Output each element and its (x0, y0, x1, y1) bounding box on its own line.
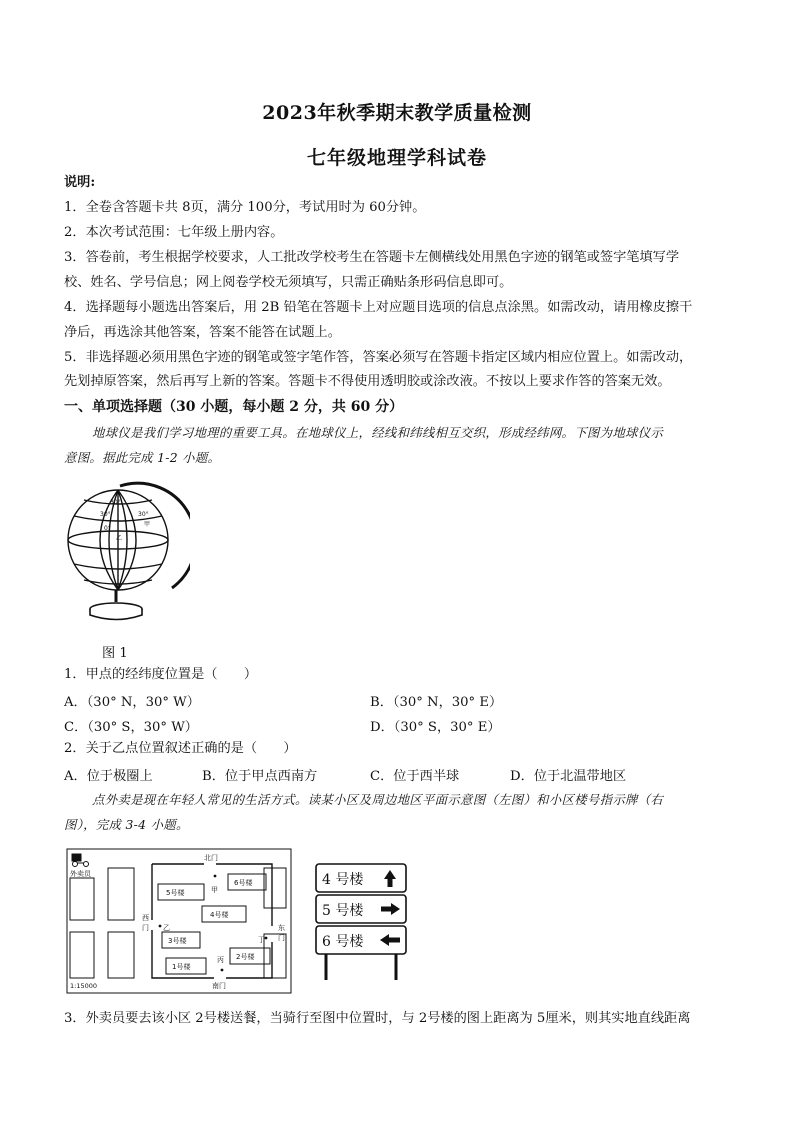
building-signpost (312, 860, 412, 982)
note-3b: 校、姓名、学号信息；网上阅卷学校无须填写，只需正确贴条形码信息即可。 (64, 275, 513, 290)
label-building-5: 5号楼 (166, 889, 185, 897)
map-east-gate-2: 门 (278, 934, 285, 942)
q2-option-b[interactable]: B．位于甲点西南方 (202, 769, 318, 784)
note-1: 1．全卷含答题卡共 8页，满分 100分，考试用时为 60分钟。 (64, 200, 426, 215)
globe-meridian-ring (120, 483, 190, 588)
q2-stem: 2．关于乙点位置叙述正确的是（ ） (64, 741, 297, 756)
globe-point-jia: 甲 (144, 521, 151, 528)
intro34-b: 图），完成 3-4 小题。 (64, 817, 189, 832)
label-building-1: 1号楼 (172, 963, 191, 971)
label-building-2: 2号楼 (236, 953, 255, 961)
label-point-bing: 丙 (217, 956, 224, 964)
intro34-a: 点外卖是现在年轻人常见的生活方式。读某小区及周边地区平面示意图（左图）和小区楼号指示牌（右 (92, 792, 664, 807)
q1-option-c[interactable]: C．（30° S，30° W） (64, 720, 198, 735)
map-courier-label: 外卖员 (70, 870, 91, 878)
section-intro-b: 意图。据此完成 1-2 小题。 (64, 450, 221, 465)
globe-label-lon: 30° (138, 511, 149, 518)
courier-icon (72, 854, 89, 867)
label-point-yi: 乙 (163, 924, 170, 932)
globe-label-equator: 0° (104, 525, 111, 532)
exam-title: 2023年秋季期末教学质量检测 (262, 102, 532, 124)
exam-subtitle: 七年级地理学科试卷 (306, 147, 487, 169)
q2-option-a[interactable]: A．位于极圈上 (64, 769, 153, 784)
point-ding-dot (265, 937, 268, 940)
label-building-3: 3号楼 (168, 937, 187, 945)
sign-label-4: 4 号楼 (322, 872, 364, 888)
note-4b: 净后，再选涂其他答案，答案不能答在试题上。 (64, 325, 341, 340)
map-north-gate: 北门 (204, 854, 218, 862)
note-3a: 3．答卷前，考生根据学校要求，人工批改学校考生在答题卡左侧横线处用黑色字迹的钢笔或签字笔填写学 (64, 250, 680, 265)
point-yi-dot (159, 925, 162, 928)
note-2: 2．本次考试范围：七年级上册内容。 (64, 225, 284, 240)
q1-option-b[interactable]: B．（30° N，30° E） (370, 695, 503, 710)
label-building-6: 6号楼 (234, 879, 253, 887)
label-building-4: 4号楼 (210, 911, 229, 919)
note-5a: 5．非选择题必须用黑色字迹的钢笔或签字笔作答，答案必须写在答题卡指定区域内相应位置上。如需改动， (64, 350, 693, 365)
map-east-gate-1: 东 (278, 924, 285, 932)
sign-label-5: 5 号楼 (322, 903, 364, 919)
map-west-gate-2: 门 (142, 924, 149, 932)
map-frame (67, 849, 291, 993)
globe-figure (60, 478, 190, 626)
globe-label-lat-2: 30° (100, 511, 111, 518)
q1-option-a[interactable]: A．（30° N，30° W） (64, 695, 200, 710)
q2-option-d[interactable]: D．位于北温带地区 (510, 769, 627, 784)
note-4a: 4．选择题每小题选出答案后，用 2B 铅笔在答题卡上对应题目选项的信息点涂黑。如需改动，请用橡皮擦干 (64, 300, 693, 315)
q2-option-c[interactable]: C．位于西半球 (370, 769, 460, 784)
map-south-gate: 南门 (212, 982, 226, 990)
section-intro-a: 地球仪是我们学习地理的重要工具。在地球仪上，经线和纬线相互交织，形成经纬网。下图为地球仪示 (92, 425, 664, 440)
note-5b: 先划掉原答案，然后再写上新的答案。答题卡不得使用透明胶或涂改液。不按以上要求作答的答案无效。 (64, 374, 671, 389)
notes-heading: 说明: (64, 175, 96, 190)
sign-label-6: 6 号楼 (322, 934, 364, 950)
globe-label-lat-1: 30° (110, 499, 121, 506)
map-west-gate-1: 西 (142, 914, 149, 922)
globe-point-yi: 乙 (116, 535, 123, 542)
q1-option-d[interactable]: D．（30° S，30° E） (370, 720, 501, 735)
map-scale: 1:15000 (70, 982, 98, 990)
label-point-jia: 甲 (211, 886, 218, 894)
label-point-ding: 丁 (258, 936, 265, 944)
q3-stem: 3．外卖员要去该小区 2号楼送餐，当骑行至图中位置时，与 2号楼的图上距离为 5厘米，则其实地直线距离 (64, 1011, 691, 1026)
q1-stem: 1．甲点的经纬度位置是（ ） (64, 667, 258, 682)
section-heading: 一、单项选择题（30 小题，每小题 2 分，共 60 分） (64, 399, 404, 415)
globe-caption: 图 1 (102, 646, 128, 661)
point-bing-dot (221, 969, 224, 972)
point-jia-dot (214, 875, 217, 878)
community-map (66, 848, 292, 994)
